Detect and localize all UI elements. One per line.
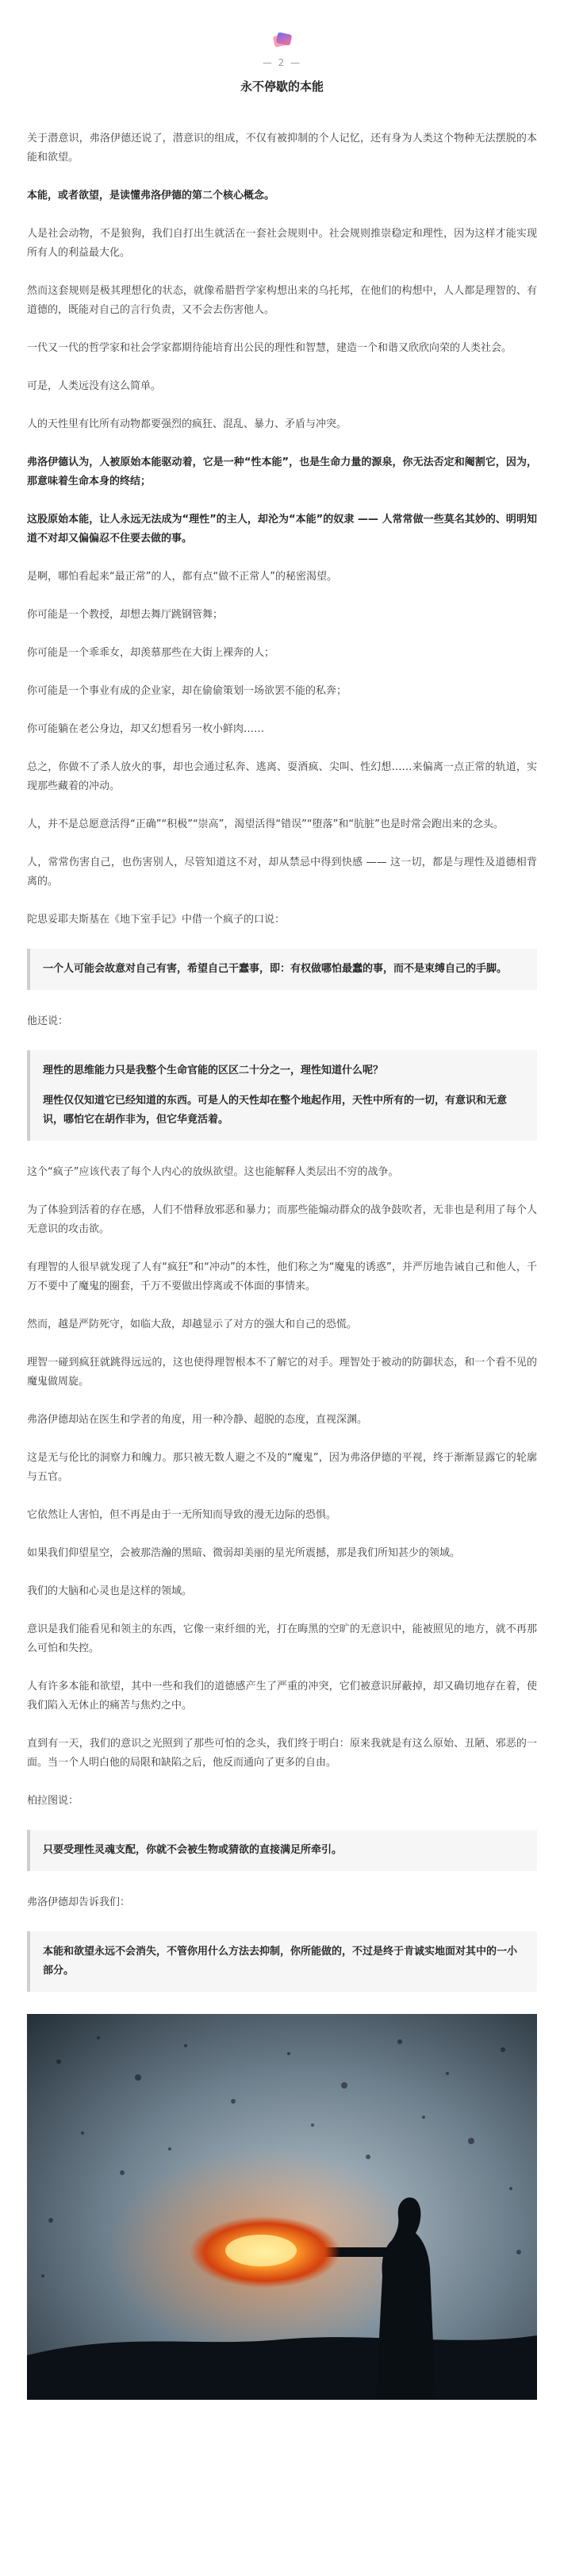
paragraph: 关于潜意识，弗洛伊德还说了，潜意识的组成，不仅有被抑制的个人记忆，还有身为人类这个物种无法摆脱的本能和欲望。 xyxy=(27,133,537,164)
paragraph: 人，并不是总愿意活得“正确”“积极”“崇高”，渴望活得“错误”“堕落”和“肮脏”也是时常会跑出来的念头。 xyxy=(27,818,504,830)
paragraph: 是啊，哪怕看起来“最正常”的人，都有点“做不正常人”的秘密渴望。 xyxy=(27,571,337,583)
paragraph: 你可能躺在老公身边，却又幻想看另一枚小鲜肉…… xyxy=(27,723,265,735)
quote-block-3 xyxy=(27,1830,537,1871)
after-quote3-label: 弗洛伊德却告诉我们： xyxy=(27,1896,131,1908)
paragraph: 理智一碰到疯狂就跳得远远的，这也使得理智根本不了解它的对手。理智处于被动的防御状态，和一个看不见的魔鬼做周旋。 xyxy=(27,1357,537,1388)
paragraph: 本能，或者欲望，是读懂弗洛伊德的第二个核心概念。 xyxy=(27,190,275,202)
paragraph: 一代又一代的哲学家和社会学家都期待能培育出公民的理性和智慧，建造一个和谐又欣欣向荣的人类社会。 xyxy=(27,342,512,354)
paragraph-group-1 xyxy=(27,129,537,930)
paragraph: 我们的大脑和心灵也是这样的领域。 xyxy=(27,1585,193,1597)
quote-text: 一个人可能会故意对自己有害，希望自己干蠢事，即：有权做哪怕最蠢的事，而不是束缚自己的手脚。 xyxy=(43,963,508,975)
paragraph-group-2 xyxy=(27,1163,537,1811)
quote-text: 本能和欲望永远不会消失，不管你用什么方法去抑制，你所能做的，不过是终于肯诚实地面对其中的一小部分。 xyxy=(43,1946,518,1977)
paragraph: 然而，越是严防死守，如临大敌，却越显示了对方的强大和自己的恐慌。 xyxy=(27,1319,358,1330)
paragraph: 然而这套规则是极其理想化的状态，就像希腊哲学家构想出来的乌托邦，在他们的构想中，人人都是理智的、有道德的，既能对自己的言行负责，又不会去伤害他人。 xyxy=(27,285,537,316)
paragraph: 人的天性里有比所有动物都要强烈的疯狂、混乱、暴力、矛盾与冲突。 xyxy=(27,418,347,430)
paragraph: 你可能是一个教授，却想去舞厅跳钢管舞； xyxy=(27,609,224,621)
paragraph: 它依然让人害怕，但不再是由于一无所知而导致的漫无边际的恐惧。 xyxy=(27,1509,337,1521)
header xyxy=(27,29,537,52)
paragraph: 这个“疯子”应该代表了每个人内心的放纵欲望。这也能解释人类层出不穷的战争。 xyxy=(27,1166,399,1178)
paragraph: 这是无与伦比的洞察力和魄力。那只被无数人避之不及的“魔鬼”，因为弗洛伊德的平视，终于渐渐显露它的轮廓与五官。 xyxy=(27,1452,537,1483)
paragraph: 弗洛伊德却站在医生和学者的角度，用一种冷静、超脱的态度，直视深渊。 xyxy=(27,1414,368,1426)
paragraph: 总之，你做不了杀人放火的事，却也会通过私奔、逃离、耍酒疯、尖叫、性幻想……来偏离一点正常的轨道，实现那些藏着的冲动。 xyxy=(27,761,537,792)
paragraph: 直到有一天，我们的意识之光照到了那些可怕的念头，我们终于明白：原来我就是有这么原始、丑陋、邪恶的一面。当一个人明白他的局限和缺陷之后，他反而通向了更多的自由。 xyxy=(27,1738,537,1769)
paragraph: 可是，人类远没有这么简单。 xyxy=(27,380,162,392)
paragraph: 人，常常伤害自己，也伤害别人，尽管知道这不对，却从禁忌中得到快感 —— 这一切，都是与理性及道德相背离的。 xyxy=(27,857,537,888)
quote-block-1 xyxy=(27,949,537,990)
paragraph: 如果我们仰望星空，会被那浩瀚的黑暗、微弱却美丽的星光所震撼，那是我们所知甚少的领域。 xyxy=(27,1547,461,1559)
paragraph: 为了体验到活着的存在感，人们不惜释放邪恶和暴力；而那些能煽动群众的战争鼓吹者，无非也是利用了每个人无意识的攻击欲。 xyxy=(27,1204,537,1235)
paragraph: 柏拉图说： xyxy=(27,1795,79,1807)
quote-block-4 xyxy=(27,1931,537,1992)
fire-silhouette-photo xyxy=(27,2014,537,2400)
section-title: 永不停歇的本能 xyxy=(240,79,324,94)
paragraph: 你可能是一个乖乖女，却羡慕那些在大街上裸奔的人； xyxy=(27,647,275,659)
paragraph: 人是社会动物，不是狼狗，我们自打出生就活在一套社会规则中。社会规则推崇稳定和理性，因为这样才能实现所有人的利益最大化。 xyxy=(27,228,537,259)
paragraph: 这股原始本能，让人永远无法成为“理性”的主人，却沦为“本能”的奴隶 —— 人常常做一些莫名其妙的、明明知道不对却又偏偏忍不住要去做的事。 xyxy=(27,514,537,545)
section-number: — 2 — xyxy=(262,57,302,68)
quote-text: 理性的思维能力只是我整个生命官能的区区二十分之一，理性知道什么呢？ xyxy=(43,1065,384,1076)
paragraph: 人有许多本能和欲望，其中一些和我们的道德感产生了严重的冲突，它们被意识屏蔽掉，却又确切地存在着，使我们陷入无休止的痛苦与焦灼之中。 xyxy=(27,1681,537,1712)
paragraph: 意识是我们能看见和领主的东西，它像一束纤细的光，打在晦黑的空旷的无意识中，能被照见的地方，就不再那么可怕和失控。 xyxy=(27,1623,537,1654)
paragraph: 陀思妥耶夫斯基在《地下室手记》中借一个疯子的口说： xyxy=(27,914,286,926)
quote-text: 理性仅仅知道它已经知道的东西。可是人的天性却在整个地起作用，天性中所有的一切，有意识和无意识，哪怕它在胡作非为，但它华竟活着。 xyxy=(43,1095,508,1126)
paragraph: 弗洛伊德认为，人被原始本能驱动着，它是一种“性本能”，也是生命力量的源泉，你无法否定和阉割它，因为，那意味着生命本身的终结； xyxy=(27,456,537,487)
quote-block-2 xyxy=(27,1050,537,1141)
middle-label: 他还说： xyxy=(27,1015,69,1027)
paragraph: 有理智的人很早就发现了人有“疯狂”和“冲动”的本性，他们称之为“魔鬼的诱惑”，并严厉地告诫自己和他人，千万不要中了魔鬼的圈套，千万不要做出悖离或不体面的事情来。 xyxy=(27,1261,537,1292)
gradient-card-icon xyxy=(270,29,294,52)
quote-text: 只要受理性灵魂支配，你就不会被生物或猜欲的直接满足所牵引。 xyxy=(43,1844,343,1856)
paragraph: 你可能是一个事业有成的企业家，却在偷偷策划一场欲罢不能的私奔； xyxy=(27,685,347,697)
